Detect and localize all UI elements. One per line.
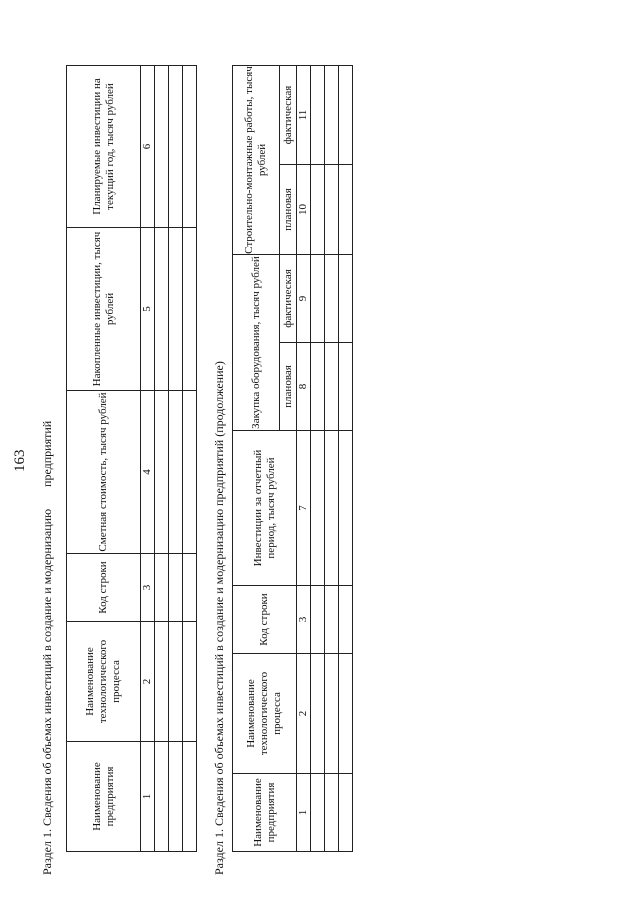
col-number: 7	[297, 431, 311, 586]
col-number: 5	[141, 228, 155, 391]
header-enterprise: Наименование предприятия	[67, 742, 141, 852]
page-number: 163	[12, 449, 28, 472]
table-row	[155, 66, 169, 852]
table-row	[183, 66, 197, 852]
header-planned-investment: Планируемые инвестиции на текущий год, тысяч рублей	[67, 66, 141, 228]
col-number: 3	[297, 586, 311, 654]
col-number: 8	[297, 343, 311, 431]
header-construction-works: Строительно-монтажные работы, тысяч рублей	[233, 65, 280, 254]
header-process: Наименование технологического процесса	[233, 654, 297, 774]
header-period-investment: Инвестиции за отчетный период, тысяч рублей	[233, 431, 297, 586]
table-row	[339, 65, 353, 851]
header-accumulated-investment: Накопленные инвестиции, тысяч рублей	[67, 228, 141, 391]
section2-number-row	[297, 65, 311, 851]
subheader-planned: плановая	[280, 343, 297, 431]
section1-header-row	[67, 66, 141, 852]
header-equipment-purchase: Закупка оборудования, тысяч рублей	[233, 255, 280, 431]
col-number: 4	[141, 391, 155, 554]
header-row-code: Код строки	[67, 554, 141, 622]
header-enterprise: Наименование предприятия	[233, 774, 297, 852]
section1-title	[40, 421, 55, 875]
col-number: 11	[297, 65, 311, 164]
table-row	[169, 66, 183, 852]
section1-table	[66, 65, 197, 852]
col-number: 6	[141, 66, 155, 228]
subheader-actual: фактическая	[280, 255, 297, 343]
section1-number-row	[141, 66, 155, 852]
col-number: 9	[297, 255, 311, 343]
col-number: 10	[297, 165, 311, 255]
section2-header-row	[233, 65, 280, 851]
header-estimated-cost: Сметная стоимость, тысяч рублей	[67, 391, 141, 554]
section1-title-main: Раздел 1. Сведения об объемах инвестиций в создание и модернизацию	[40, 508, 54, 875]
table-row	[311, 65, 325, 851]
col-number: 1	[297, 774, 311, 852]
section2-title: Раздел 1. Сведения об объемах инвестиций в создание и модернизацию предприятий (продолжение)	[212, 361, 226, 875]
col-number: 2	[141, 622, 155, 742]
col-number: 3	[141, 554, 155, 622]
section1-title-tail: предприятий	[40, 420, 54, 487]
col-number: 2	[297, 654, 311, 774]
col-number: 1	[141, 742, 155, 852]
header-process: Наименование технологического процесса	[67, 622, 141, 742]
header-row-code: Код строки	[233, 586, 297, 654]
table-row	[325, 65, 339, 851]
subheader-actual: фактическая	[280, 65, 297, 164]
section2-table	[232, 65, 353, 852]
subheader-planned: плановая	[280, 165, 297, 255]
